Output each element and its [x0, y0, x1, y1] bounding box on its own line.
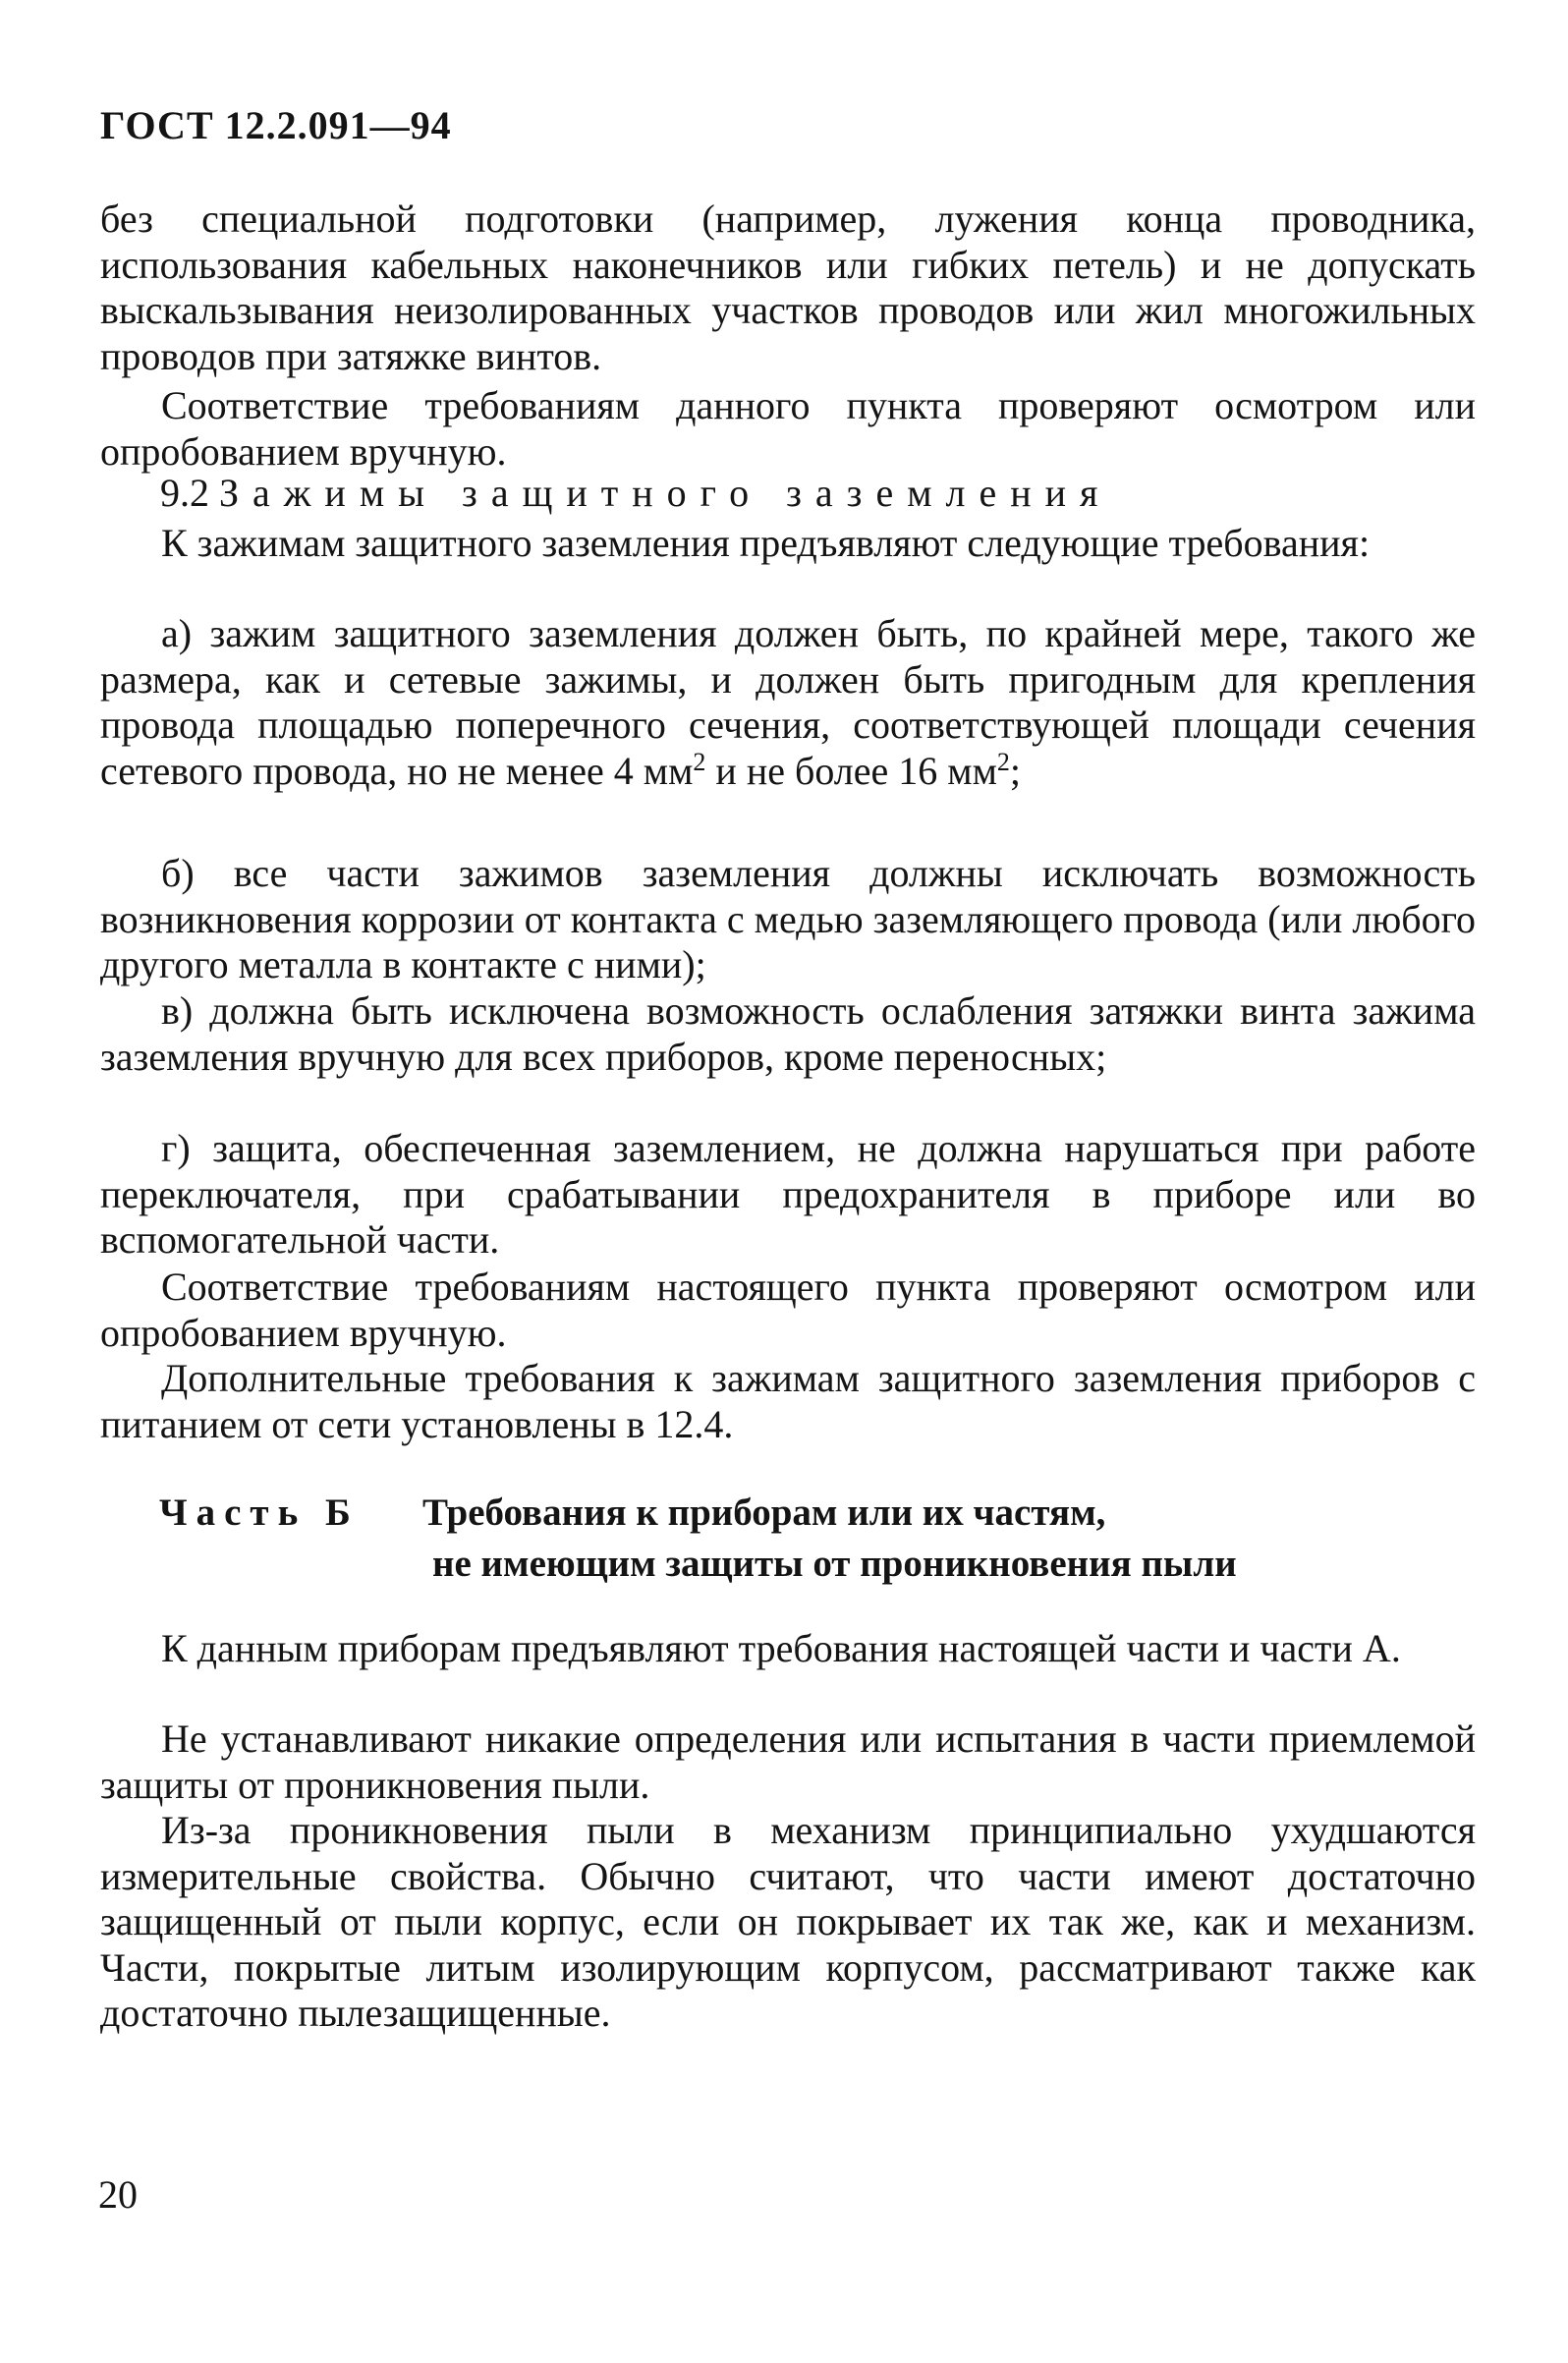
- paragraph-dust-effects: Из-за проникновения пыли в механизм принципиально ухудшаются измерительные свойства. Обычно считают, что части имеют достаточно защищенный от пыли корпус, если он покрывает их так же, как и механизм. Части, покрытые литым изолирующим корпусом, рассматривают также как достаточно пылезащищенные.: [100, 1808, 1476, 2035]
- part-b-title-line2: не имеющим защиты от проникновения пыли: [432, 1543, 1237, 1585]
- part-b-heading: [159, 1488, 1476, 1590]
- paragraph-part-b-intro: К данным приборам предъявляют требования настоящей части и части А.: [161, 1626, 1401, 1670]
- section-title: Зажимы защитного заземления: [219, 471, 1112, 515]
- part-b-title-line1: Требования к приборам или их частям,: [422, 1491, 1106, 1534]
- paragraph-requirements-intro: К зажимам защитного заземления предъявляют следующие требования:: [161, 521, 1371, 565]
- paragraph-verification-note-2: Соответствие требованиям настоящего пункта проверяют осмотром или опробованием вручную.: [100, 1265, 1476, 1355]
- list-item-a: а) зажим защитного заземления должен быть, по крайней мере, такого же размера, как и сетевые зажимы, и должен быть пригодным для крепления провода площадью поперечного сечения, соответствующей площади сечения сетевого провода, но не менее 4 $мм^2$ и не более 16 $мм^2$;: [100, 611, 1476, 793]
- section-9-2-heading: [160, 470, 1477, 517]
- paragraph-verification-note: Соответствие требованиям данного пункта проверяют осмотром или опробованием вручную.: [100, 383, 1476, 474]
- paragraph-continuation: без специальной подготовки (например, лужения конца проводника, использования кабельных наконечников или гибких петель) и не допускать выскальзывания неизолированных участков проводов или жил многожильных проводов при затяжке винтов.: [100, 197, 1476, 378]
- list-item-g: г) защита, обеспеченная заземлением, не должна нарушаться при работе переключателя, при срабатывании предохранителя в приборе или во вспомогательной части.: [100, 1126, 1476, 1262]
- document-number-header: ГОСТ 12.2.091—94: [100, 103, 452, 147]
- list-item-b: б) все части зажимов заземления должны исключать возможность возникновения коррозии от контакта с медью заземляющего провода (или любого другого металла в контакте с ними);: [100, 851, 1476, 986]
- section-number: 9.2: [160, 471, 209, 515]
- part-b-label: Часть Б: [159, 1491, 360, 1534]
- list-item-v: в) должна быть исключена возможность ослабления затяжки винта зажима заземления вручную для всех приборов, кроме переносных;: [100, 988, 1476, 1079]
- paragraph-no-definitions: Не устанавливают никакие определения или испытания в части приемлемой защиты от проникновения пыли.: [100, 1716, 1476, 1807]
- page-number: 20: [98, 2172, 138, 2217]
- paragraph-additional-requirements: Дополнительные требования к зажимам защитного заземления приборов с питанием от сети установлены в 12.4.: [100, 1356, 1476, 1446]
